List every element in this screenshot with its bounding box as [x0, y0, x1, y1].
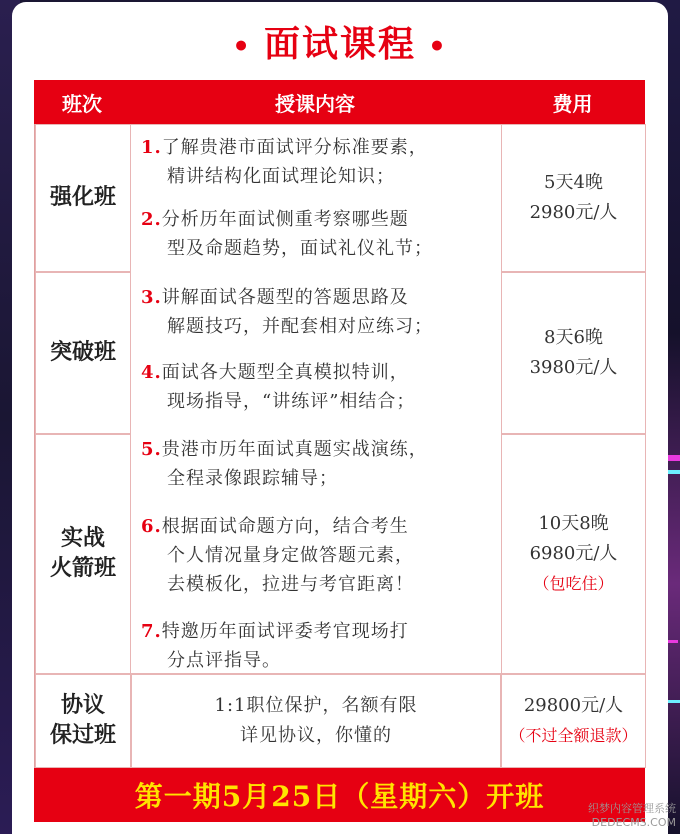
class-name	[35, 674, 131, 768]
fee-note: （不过全额退款）	[509, 726, 638, 745]
neon-decoration	[668, 640, 678, 643]
fee-price: 6980元/人	[529, 543, 618, 564]
table-row	[35, 674, 646, 768]
content-item-1	[141, 133, 496, 191]
item-line: 去模板化，拉进与考官距离！	[167, 574, 414, 595]
content-item-2	[141, 205, 496, 263]
fee-price: 3980元/人	[529, 357, 618, 378]
item-line: 解题技巧，并配套相对应练习；	[167, 316, 433, 337]
item-line: 特邀历年面试评委考官现场打	[161, 621, 409, 642]
watermark	[556, 802, 676, 830]
fee-duration: 5天4晚	[544, 172, 603, 193]
item-line: 现场指导，“讲练评”相结合；	[167, 391, 416, 412]
content-item-5	[141, 435, 496, 493]
item-number: 3.	[141, 287, 162, 308]
item-number: 2.	[141, 209, 162, 230]
neon-decoration	[666, 455, 680, 461]
fee-price: 29800元/人	[523, 695, 624, 716]
class-name-line: 保过班	[49, 723, 116, 748]
title-dot-left: •	[232, 30, 252, 63]
class-name	[35, 434, 131, 674]
fee-cell	[501, 272, 646, 434]
item-line: 根据面试命题方向，结合考生	[161, 516, 409, 537]
class-name-line: 实战	[60, 526, 105, 551]
header-content: 授课内容	[275, 91, 355, 116]
item-number: 7.	[141, 621, 162, 642]
item-line: 精讲结构化面试理论知识；	[167, 166, 395, 187]
class-name-line: 强化班	[49, 185, 116, 210]
fee-cell	[501, 674, 646, 768]
watermark-line: 织梦内容管理系统	[588, 802, 676, 815]
class-name	[35, 124, 131, 272]
content-item-3	[141, 283, 496, 341]
page-title	[12, 16, 668, 72]
fee-cell	[501, 124, 646, 272]
fee-cell	[501, 434, 646, 674]
item-line: 分析历年面试侧重考察哪些题	[161, 209, 409, 230]
item-line: 讲解面试各题型的答题思路及	[161, 287, 409, 308]
protocol-line: 1:1职位保护，名额有限	[214, 695, 418, 716]
fee-note: （包吃住）	[533, 574, 614, 593]
fee-price: 2980元/人	[529, 202, 618, 223]
item-line: 了解贵港市面试评分标准要素，	[161, 137, 428, 158]
header-class: 班次	[62, 91, 102, 116]
class-name-line: 突破班	[49, 340, 116, 365]
item-number: 5.	[141, 439, 162, 460]
protocol-content	[131, 674, 501, 768]
content-column	[131, 124, 501, 674]
item-line: 型及命题趋势，面试礼仪礼节；	[167, 238, 433, 259]
class-name-line: 协议	[60, 693, 105, 718]
item-line: 贵港市历年面试真题实战演练，	[161, 439, 428, 460]
class-name-line: 火箭班	[49, 556, 116, 581]
item-line: 个人情况量身定做答题元素，	[167, 545, 414, 566]
item-number: 1.	[141, 137, 162, 158]
watermark-line: DEDECMS.COM	[591, 816, 676, 829]
item-number: 4.	[141, 362, 162, 383]
fee-duration: 10天8晚	[538, 513, 609, 534]
content-item-4	[141, 358, 496, 416]
header-fee: 费用	[552, 91, 593, 116]
title-text: 面试课程	[263, 23, 416, 65]
fee-duration: 8天6晚	[544, 327, 603, 348]
course-card	[12, 2, 668, 834]
class-name	[35, 272, 131, 434]
item-line: 分点评指导。	[167, 650, 281, 671]
item-number: 6.	[141, 516, 162, 537]
start-date-banner: 第一期5月25日（星期六）开班	[34, 768, 645, 822]
item-line: 面试各大题型全真模拟特训，	[161, 362, 409, 383]
title-dot-right: •	[428, 30, 448, 63]
content-item-7	[141, 617, 496, 675]
item-line: 全程录像跟踪辅导；	[167, 468, 338, 489]
protocol-line: 详见协议，你懂的	[240, 725, 392, 746]
course-table	[34, 80, 645, 768]
content-item-6	[141, 512, 496, 599]
table-body	[34, 124, 645, 768]
table-header	[34, 80, 645, 124]
